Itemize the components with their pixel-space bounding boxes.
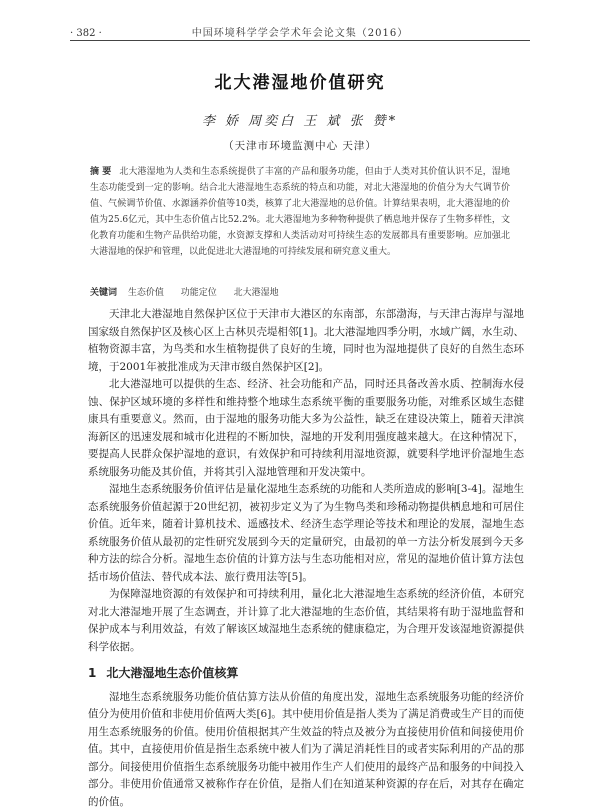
keywords [90,286,510,300]
keyword: 生态价值 [128,288,164,298]
page-number: · 382 · [70,28,130,39]
abstract-label: 摘 要 [90,167,111,177]
keywords-label: 关键词 [90,288,117,298]
paper-title: 北大港湿地价值研究 [0,68,600,93]
header-rule [70,40,530,41]
abstract [90,164,510,260]
section-number: 1 [88,666,96,680]
keyword: 功能定位 [181,288,217,298]
authors: 李 娇 周奕白 王 斌 张 赞* [0,110,600,129]
abstract-text: 北大港湿地为人类和生态系统提供了丰富的产品和服务功能，但由于人类对其价值认识不足，湿地生态功能受到一定的影响。结合北大港湿地生态系统的特点和功能，对北大港湿地的价值分为大气调节价值、气候调节价值、水源涵养价值等10类，核算了北大港湿地的总价值。计算结果表明，北大港湿地的价值为25.6亿元，其中生态价值占比52.2%。北大港湿地为多种物种提供了栖息地并保存了生物多样性，文化教育功能和生物产品供给功能，水资源支撑和人类活动对可持续生态的发展都具有重要影响。应加强北大港湿地的保护和管理，以此促进北大港湿地的可持续发展和研究意义重大。 [90,167,510,257]
affiliation: （天津市环境监测中心 天津） [0,138,600,153]
body-text [88,306,524,811]
paragraph: 为保障湿地资源的有效保护和可持续利用，量化北大港湿地生态系统的经济价值，本研究对北大港湿地开展了生态调查，并计算了北大港湿地的生态价值，其结果将有助于湿地监督和保护成本与利用效益，有效了解该区域湿地生态系统的健康稳定，为合理开发该湿地资源提供科学依据。 [88,586,524,656]
paragraph: 湿地生态系统服务价值评估是量化湿地生态系统的功能和人类所造成的影响[3-4]。湿地生态系统服务价值起源于20世纪初，被初步定义为了为生物鸟类和珍稀动物提供栖息地和可居住价值。近年来，随着计算机技术、遥感技术、经济生态学理论等技术和理论的发展，湿地生态系统服务价值从最初的定性研究发展到今天的定量研究，由最初的单一方法分析发展到今天多种方法的综合分析。湿地生态价值的计算方法与生态功能相对应，常见的湿地价值计算方法包括市场价值法、替代成本法、旅行费用法等[5]。 [88,481,524,586]
section-heading [88,665,524,683]
paragraph: 北大港湿地可以提供的生态、经济、社会功能和产品，同时还具备改善水质、控制海水侵蚀、保护区域环境的多样性和维持整个地球生态系统平衡的重要服务功能，对维系区域生态健康具有重要意义。然而，由于湿地的服务功能大多为公益性，缺乏在建设决策上，随着天津滨海新区的迅速发展和城市化进程的不断加快，湿地的开发利用强度越来越大。在这种情况下，要提高人民群众保护湿地的意识，有效保护和可持续利用湿地资源，就要科学地评价湿地生态系统服务功能及其价值，并将其引入湿地管理和开发决策中。 [88,376,524,481]
section-title: 北大港湿地生态价值核算 [106,666,238,680]
paragraph: 湿地生态系统服务功能价值估算方法从价值的角度出发，湿地生态系统服务功能的经济价值分为使用价值和非使用价值两大类[6]。其中使用价值是指人类为了满足消费或生产目的而使用生态系统服务的价值。使用价值根据其产生效益的特点及被分为直接使用价值和间接使用价值。其中，直接使用价值是指生态系统中被人们为了满足消耗性目的或者实际利用的产品的那部分。间接使用价值指生态系统服务功能中被用作生产人们使用的最终产品和服务的中间投入部分。非使用价值通常又被称作存在价值，是指人们在知道某种资源的存在后，对其存在确定的价值。 [88,689,524,811]
running-header [70,24,530,39]
keyword: 北大港湿地 [234,288,279,298]
paragraph: 天津北大港湿地自然保护区位于天津市大港区的东南部，东部渤海，与天津古海岸与湿地国家级自然保护区及核心区上古林贝壳堤相邻[1]。北大港湿地四季分明，水域广阔，水生动、植物资源丰富，为鸟类和水生植物提供了良好的生境，同时也为湿地提供了良好的自然生态环境，于2001年被批准成为天津市级自然保护区[2]。 [88,306,524,376]
journal-title: 中国环境科学学会学术年会论文集（2016） [130,24,470,39]
